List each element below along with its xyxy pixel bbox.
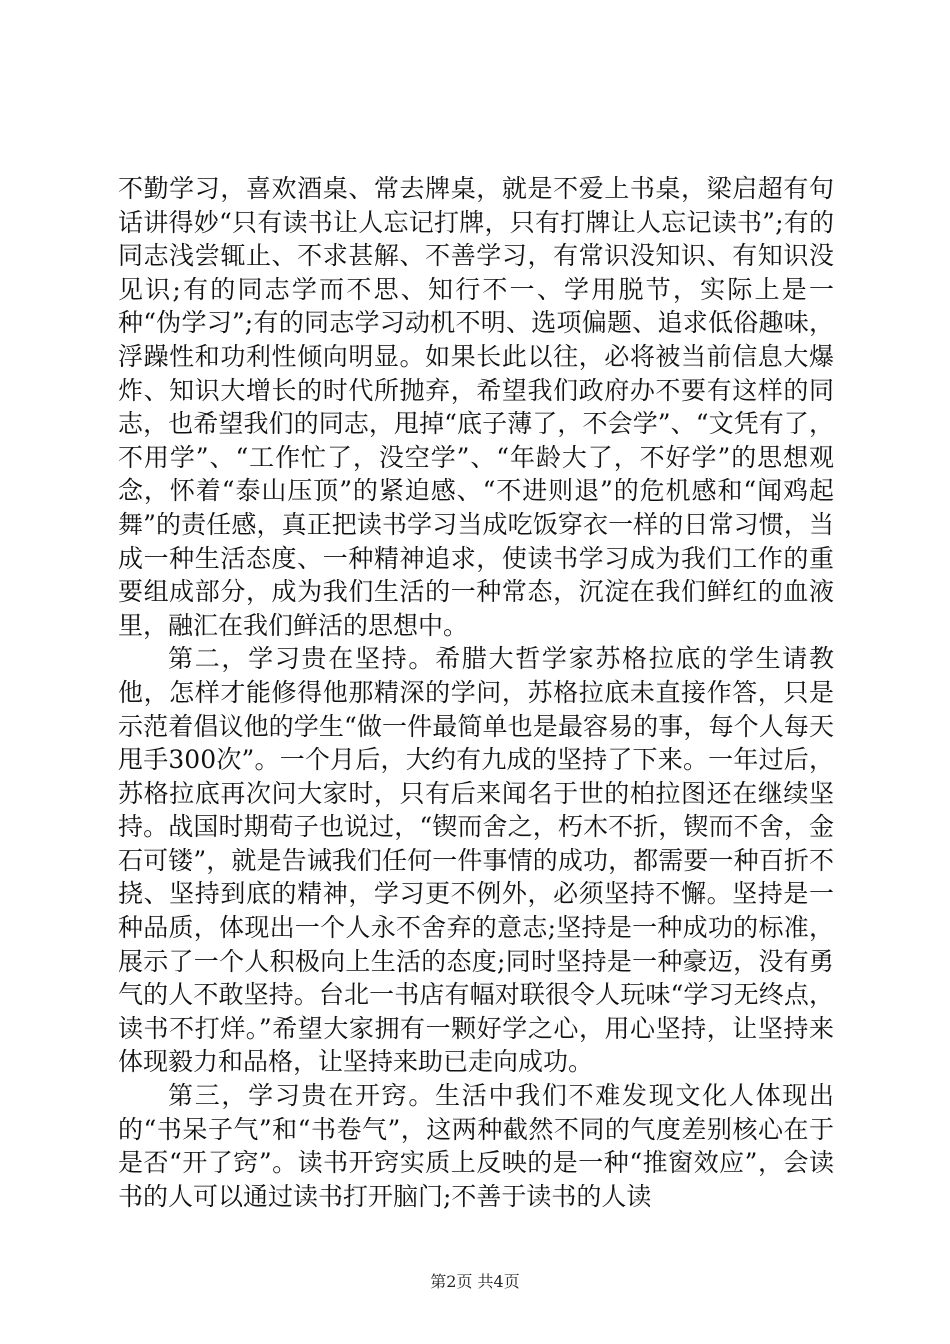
document-body bbox=[118, 172, 834, 1213]
paragraph-third-point: 第三，学习贵在开窍。生活中我们不难发现文化人体现出的“书呆子气”和“书卷气”，这两种截然不同的气度差别核心在于是否“开了窍”。读书开窍实质上反映的是一种“推窗效应”，会读书的人可以通过读书打开脑门;不善于读书的人读 bbox=[118, 1081, 834, 1211]
page-number-footer: 第2页 共4页 bbox=[430, 1272, 520, 1291]
paragraph-second-point: 第二，学习贵在坚持。希腊大哲学家苏格拉底的学生请教他，怎样才能修得他那精深的学问，苏格拉底未直接作答，只是示范着倡议他的学生“做一件最简单也是最容易的事，每个人每天甩手300次”。一个月后，大约有九成的坚持了下来。一年过后，苏格拉底再次问大家时，只有后来闻名于世的柏拉图还在继续坚持。战国时期荀子也说过，“锲而舍之，朽木不折，锲而不舍，金石可镂”，就是告诫我们任何一件事情的成功，都需要一种百折不挠、坚持到底的精神，学习更不例外，必须坚持不懈。坚持是一种品质，体现出一个人永不舍弃的意志;坚持是一种成功的标准，展示了一个人积极向上生活的态度;同时坚持是一种豪迈，没有勇气的人不敢坚持。台北一书店有幅对联很令人玩味“学习无终点，读书不打烊。”希望大家拥有一颗好学之心，用心坚持，让坚持来体现毅力和品格，让坚持来助已走向成功。 bbox=[118, 644, 834, 1077]
paragraph-continuation: 不勤学习，喜欢酒桌、常去牌桌，就是不爱上书桌，梁启超有句话讲得妙“只有读书让人忘记打牌，只有打牌让人忘记读书”;有的同志浅尝辄止、不求甚解、不善学习，有常识没知识、有知识没见识;有的同志学而不思、知行不一、学用脱节，实际上是一种“伪学习”;有的同志学习动机不明、选项偏题、追求低俗趣味，浮躁性和功利性倾向明显。如果长此以往，必将被当前信息大爆炸、知识大增长的时代所抛弃，希望我们政府办不要有这样的同志，也希望我们的同志，甩掉“底子薄了，不会学”、“文凭有了，不用学”、“工作忙了，没空学”、“年龄大了，不好学”的思想观念，怀着“泰山压顶”的紧迫感、“不进则退”的危机感和“闻鸡起舞”的责任感，真正把读书学习当成吃饭穿衣一样的日常习惯，当成一种生活态度、一种精神追求，使读书学习成为我们工作的重要组成部分，成为我们生活的一种常态，沉淀在我们鲜红的血液里，融汇在我们鲜活的思想中。 bbox=[118, 174, 834, 640]
